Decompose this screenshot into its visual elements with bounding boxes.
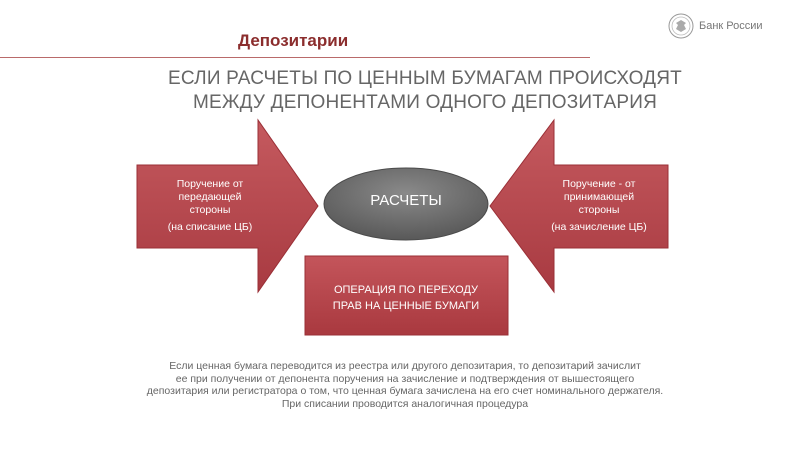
footer-text xyxy=(60,360,750,410)
operation-line-2: ПРАВ НА ЦЕННЫЕ БУМАГИ xyxy=(332,300,480,312)
footer-line-1: Если ценная бумага переводится из реестра или другого депозитария, то депозитарий зачислит xyxy=(169,360,641,372)
left-arrow-text xyxy=(150,178,270,234)
left-arrow-line-1: Поручение от xyxy=(176,178,244,190)
left-arrow-note: (на списание ЦБ) xyxy=(167,221,253,233)
right-arrow-note: (на зачисление ЦБ) xyxy=(551,221,647,233)
bank-logo-text: Банк России xyxy=(699,20,763,32)
settlement-label: РАСЧЕТЫ xyxy=(370,192,442,209)
right-arrow-line-3: стороны xyxy=(578,204,620,216)
right-arrow-line-1: Поручение - от xyxy=(562,178,636,190)
left-arrow-line-3: стороны xyxy=(189,204,231,216)
page-title: Депозитарии xyxy=(238,31,349,50)
operation-text xyxy=(306,282,506,314)
heading-line-2: МЕЖДУ ДЕПОНЕНТАМИ ОДНОГО ДЕПОЗИТАРИЯ xyxy=(193,92,657,113)
footer-line-3: депозитария или регистратора о том, что ценная бумага зачислена на его счет номинального держателя. xyxy=(146,385,664,397)
right-arrow-text xyxy=(534,178,664,234)
heading-line-1: ЕСЛИ РАСЧЕТЫ ПО ЦЕННЫМ БУМАГАМ ПРОИСХОДЯТ xyxy=(168,68,682,89)
footer-line-4: При списании проводится аналогичная процедура xyxy=(281,397,529,410)
footer-line-2: ее при получении от депонента поручения на зачисление и подтверждения от вышестоящего xyxy=(175,372,635,385)
right-arrow-line-2: принимающей xyxy=(563,191,635,203)
left-arrow-line-2: передающей xyxy=(178,191,242,203)
operation-line-1: ОПЕРАЦИЯ ПО ПЕРЕХОДУ xyxy=(333,284,479,296)
